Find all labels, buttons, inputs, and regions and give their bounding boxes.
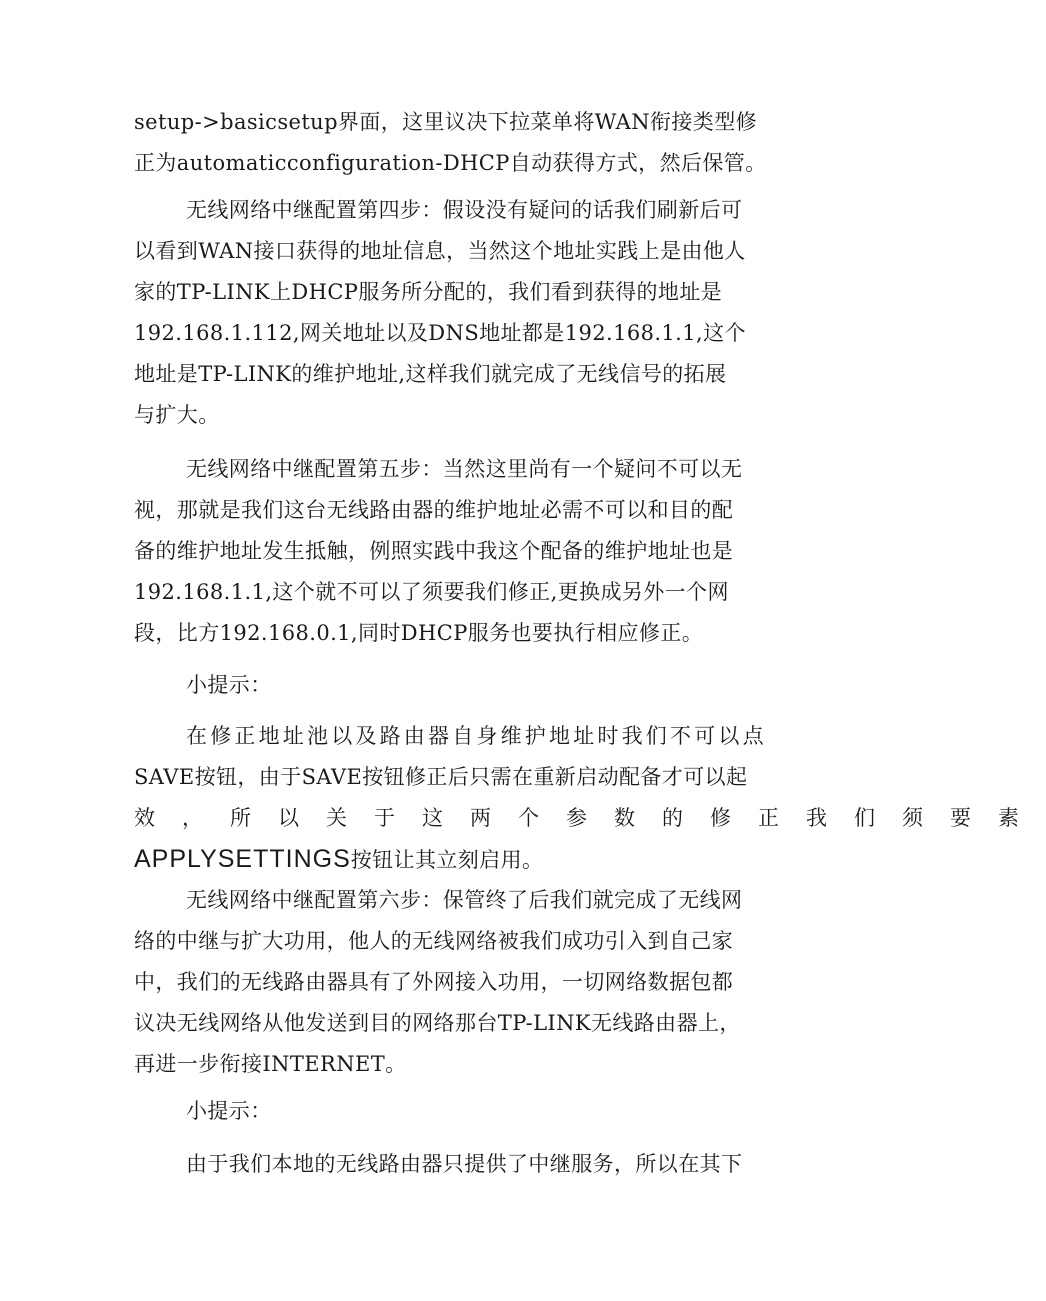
text-line: 再进一步衔接INTERNET。 xyxy=(134,1052,407,1076)
text-line: 在修正地址池以及路由器自身维护地址时我们不可以点 xyxy=(186,724,767,748)
text-line xyxy=(134,839,792,880)
paragraph-step-six xyxy=(134,880,792,1085)
text-line: 无线网络中继配置第五步：当然这里尚有一个疑问不可以无 xyxy=(186,457,743,481)
tip-heading xyxy=(134,665,792,706)
apply-settings-text: APPLYSETTINGS xyxy=(134,845,351,873)
text-line: 无线网络中继配置第六步：保管终了后我们就完成了无线网 xyxy=(186,888,743,912)
text-line: 以看到WAN接口获得的地址信息，当然这个地址实践上是由他人 xyxy=(134,239,746,263)
text-line: 议决无线网络从他发送到目的网络那台TP-LINK无线路由器上， xyxy=(134,1011,741,1035)
text-line: 192.168.1.112,网关地址以及DNS地址都是192.168.1.1,这个 xyxy=(134,321,746,345)
text-line: 无线网络中继配置第四步：假设没有疑问的话我们刷新后可 xyxy=(186,198,743,222)
paragraph-tip-one xyxy=(134,716,1046,880)
tip-label: 小提示： xyxy=(186,1099,272,1123)
text-line: 效，所以关于这两个参数的修正我们须要素 xyxy=(134,806,1046,830)
text-line: 络的中继与扩大功用，他人的无线网络被我们成功引入到自己家 xyxy=(134,929,734,953)
text-line: 由于我们本地的无线路由器只提供了中继服务，所以在其下 xyxy=(186,1152,743,1176)
paragraph-tip-two xyxy=(134,1144,792,1185)
text-line: SAVE按钮，由于SAVE按钮修正后只需在重新启动配备才可以起 xyxy=(134,765,748,789)
text-line: 家的TP-LINK上DHCP服务所分配的，我们看到获得的地址是 xyxy=(134,280,723,304)
tip-heading-2 xyxy=(134,1091,792,1132)
text-line: 中，我们的无线路由器具有了外网接入功用，一切网络数据包都 xyxy=(134,970,734,994)
paragraph-step-five xyxy=(134,449,792,654)
text-fragment: 按钮让其立刻启用。 xyxy=(350,848,544,872)
paragraph-step-four xyxy=(134,190,792,436)
tip-label: 小提示： xyxy=(186,673,272,697)
text-line: 正为automaticconfiguration-DHCP自动获得方式，然后保管。 xyxy=(134,151,767,175)
paragraph-continued xyxy=(134,102,792,184)
text-line: setup->basicsetup界面，这里议决下拉菜单将WAN衔接类型修 xyxy=(134,110,758,134)
text-line: 段，比方192.168.0.1,同时DHCP服务也要执行相应修正。 xyxy=(134,621,704,645)
text-line: 地址是TP-LINK的维护地址,这样我们就完成了无线信号的拓展 xyxy=(134,362,727,386)
text-line: 与扩大。 xyxy=(134,403,220,427)
text-line: 192.168.1.1,这个就不可以了须要我们修正,更换成另外一个网 xyxy=(134,580,729,604)
text-line: 视，那就是我们这台无线路由器的维护地址必需不可以和目的配 xyxy=(134,498,734,522)
text-line: 备的维护地址发生抵触，例照实践中我这个配备的维护地址也是 xyxy=(134,539,734,563)
